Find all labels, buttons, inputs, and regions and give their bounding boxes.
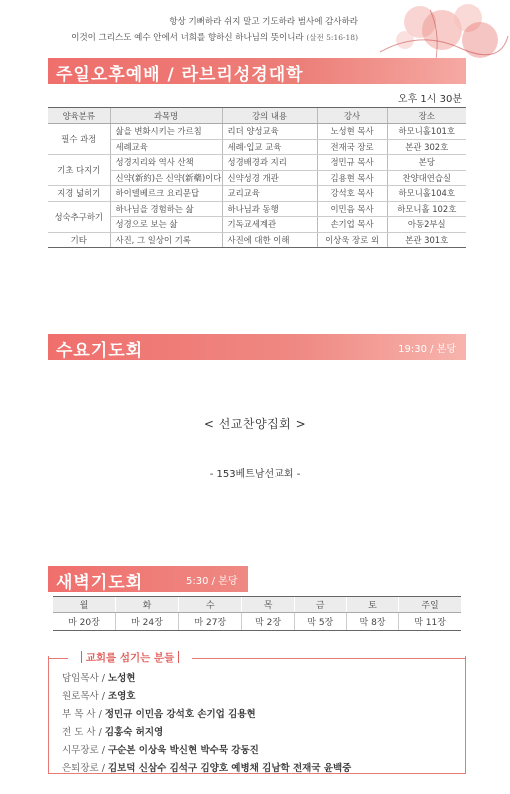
table-row xyxy=(48,186,466,202)
table-row xyxy=(48,217,466,233)
wednesday-section-title xyxy=(48,334,466,360)
sunday-section-title: 주일오후예배 / 라브리성경대학 xyxy=(48,58,466,84)
dawn-section-title xyxy=(48,566,248,592)
weekday-cell: 수 xyxy=(179,597,242,613)
course-cell: 신약(新約)은 신약(新藥)이다 xyxy=(110,170,222,186)
location-cell: 하모니홀101호 xyxy=(387,124,466,140)
staff-names: 노성현 xyxy=(107,673,136,684)
staff-heading-text: 교회를 섬기는 분들 xyxy=(85,652,175,664)
weekday-cell: 토 xyxy=(346,597,398,613)
category-cell: 기타 xyxy=(48,232,110,248)
staff-row xyxy=(62,724,351,742)
table-row xyxy=(48,201,466,217)
staff-row xyxy=(62,760,351,778)
staff-row xyxy=(62,742,351,760)
staff-names: 조영호 xyxy=(107,691,136,702)
reading-cell: 마 24장 xyxy=(115,613,178,631)
wednesday-event: < 선교찬양집회 > xyxy=(203,417,307,431)
dawn-time: 5:30 / 본당 xyxy=(186,576,238,587)
content-cell: 기독교세계관 xyxy=(222,217,317,233)
floral-decoration xyxy=(360,0,510,66)
reading-cell: 마 20장 xyxy=(53,613,115,631)
course-cell: 하나님을 경험하는 삶 xyxy=(110,201,222,217)
course-cell: 삶을 변화시키는 가르침 xyxy=(110,124,222,140)
location-cell: 아동2부실 xyxy=(387,217,466,233)
weekday-cell: 금 xyxy=(294,597,346,613)
verse-text: 이것이 그리스도 예수 안에서 너희를 향하신 하나님의 뜻이니라 xyxy=(71,33,304,43)
staff-names: 김보덕 신삼수 김석구 김양호 예병채 김남학 전재국 윤백중 xyxy=(107,763,352,774)
instructor-cell: 강석호 목사 xyxy=(317,186,387,202)
weekday-cell: 화 xyxy=(115,597,178,613)
category-cell: 필수 과정 xyxy=(48,124,110,155)
instructor-cell: 노성현 목사 xyxy=(317,124,387,140)
sunday-time: 오후 1시 30분 xyxy=(397,94,462,105)
header-location: 장소 xyxy=(387,108,466,124)
heading-bar-right xyxy=(178,651,179,663)
reading-cell: 막 11장 xyxy=(399,613,461,631)
curriculum-table xyxy=(48,107,466,248)
verse-header xyxy=(0,10,510,50)
staff-divider-right xyxy=(192,658,466,659)
table-row xyxy=(48,155,466,171)
reading-cell: 막 8장 xyxy=(346,613,398,631)
wednesday-title: 수요기도회 xyxy=(56,341,144,361)
header-content: 강의 내용 xyxy=(222,108,317,124)
location-cell: 하모니홀 102호 xyxy=(387,201,466,217)
table-row xyxy=(48,170,466,186)
content-cell: 세례·입교 교육 xyxy=(222,139,317,155)
dawn-reading-table xyxy=(53,596,461,631)
staff-role: 전 도 사 / xyxy=(62,727,105,738)
table-row xyxy=(48,124,466,140)
weekday-row xyxy=(53,597,461,613)
staff-heading xyxy=(68,650,192,665)
reading-cell: 마 27장 xyxy=(179,613,242,631)
category-cell: 지경 넓히기 xyxy=(48,186,110,202)
table-row xyxy=(48,232,466,248)
staff-names: 김홍숙 허지영 xyxy=(104,727,164,738)
content-cell: 신약성경 개관 xyxy=(222,170,317,186)
weekday-cell: 주일 xyxy=(399,597,461,613)
staff-names: 정민규 이민음 강석호 손기업 김용현 xyxy=(104,709,256,720)
staff-role: 시무장로 / xyxy=(62,745,108,756)
instructor-cell: 이상욱 장로 외 xyxy=(317,232,387,248)
wednesday-church: - 153베트남선교회 - xyxy=(209,469,301,480)
staff-list xyxy=(62,670,351,778)
staff-role: 부 목 사 / xyxy=(62,709,105,720)
instructor-cell: 정민규 목사 xyxy=(317,155,387,171)
dawn-title: 새벽기도회 xyxy=(56,573,144,593)
course-cell: 사진, 그 일상이 기록 xyxy=(110,232,222,248)
content-cell: 사진에 대한 이해 xyxy=(222,232,317,248)
content-cell: 리더 양성교육 xyxy=(222,124,317,140)
weekday-cell: 월 xyxy=(53,597,115,613)
weekday-cell: 목 xyxy=(242,597,294,613)
staff-row xyxy=(62,688,351,706)
header-course: 과목명 xyxy=(110,108,222,124)
staff-role: 담임목사 / xyxy=(62,673,108,684)
staff-names: 구순본 이상욱 박신현 박수묵 강동진 xyxy=(107,745,259,756)
reading-cell: 막 2장 xyxy=(242,613,294,631)
course-cell: 하이델베르크 요리문답 xyxy=(110,186,222,202)
staff-divider-left xyxy=(48,658,68,659)
category-cell: 성숙추구하기 xyxy=(48,201,110,232)
staff-row xyxy=(62,670,351,688)
table-row xyxy=(48,139,466,155)
content-cell: 교리교육 xyxy=(222,186,317,202)
course-cell: 세례교육 xyxy=(110,139,222,155)
header-instructor: 강사 xyxy=(317,108,387,124)
content-cell: 성경배경과 지리 xyxy=(222,155,317,171)
heading-bar-left xyxy=(81,651,82,663)
category-cell: 기초 다지기 xyxy=(48,155,110,186)
wednesday-time: 19:30 / 본당 xyxy=(398,344,456,355)
table-header-row xyxy=(48,108,466,124)
instructor-cell: 이민음 목사 xyxy=(317,201,387,217)
instructor-cell: 손기업 목사 xyxy=(317,217,387,233)
staff-role: 원로목사 / xyxy=(62,691,108,702)
location-cell: 본관 302호 xyxy=(387,139,466,155)
staff-role: 은퇴장로 / xyxy=(62,763,108,774)
course-cell: 성경으로 보는 삶 xyxy=(110,217,222,233)
verse-line-1: 항상 기뻐하라 쉬지 말고 기도하라 범사에 감사하라 xyxy=(169,17,358,27)
reading-cell: 막 5장 xyxy=(294,613,346,631)
location-cell: 본관 301호 xyxy=(387,232,466,248)
location-cell: 찬양대연습실 xyxy=(387,170,466,186)
location-cell: 본당 xyxy=(387,155,466,171)
course-cell: 성경지리와 역사 산책 xyxy=(110,155,222,171)
instructor-cell: 김용현 목사 xyxy=(317,170,387,186)
staff-row xyxy=(62,706,351,724)
instructor-cell: 전재국 장로 xyxy=(317,139,387,155)
location-cell: 하모니홀104호 xyxy=(387,186,466,202)
verse-line-2 xyxy=(71,31,358,43)
verse-reference: (살전 5:16-18) xyxy=(306,33,358,42)
header-category: 양육분류 xyxy=(48,108,110,124)
content-cell: 하나님과 동행 xyxy=(222,201,317,217)
reading-row xyxy=(53,613,461,631)
